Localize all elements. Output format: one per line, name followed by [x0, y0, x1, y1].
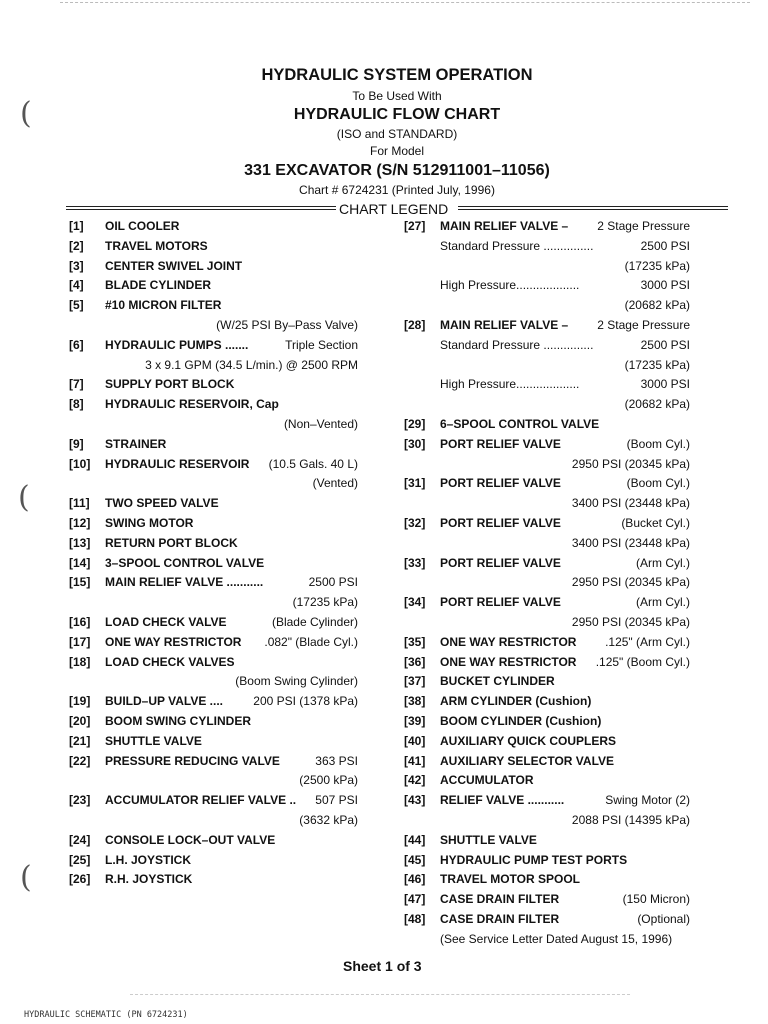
legend-item-name: 6–SPOOL CONTROL VALVE	[440, 416, 600, 431]
legend-item-number: [7]	[69, 377, 84, 392]
legend-item-spec: 2500 PSI	[308, 575, 358, 590]
legend-item-name: MAIN RELIEF VALVE –	[440, 317, 569, 332]
legend-item-spec: .125" (Arm Cyl.)	[605, 634, 690, 649]
legend-item-number: [27]	[404, 219, 426, 233]
legend-item-name: ACCUMULATOR RELIEF VALVE ..	[105, 793, 297, 808]
for-model-line: For Model	[369, 144, 425, 158]
legend-item-number: [1]	[69, 219, 84, 233]
legend-row	[69, 296, 358, 316]
legend-item-name: STRAINER	[105, 436, 167, 451]
legend-item-spec: 3400 PSI (23448 kPa)	[571, 496, 690, 511]
legend-row	[404, 732, 690, 752]
legend-item-number: [15]	[69, 575, 91, 590]
legend-right-column	[404, 217, 690, 949]
legend-item-name: #10 MICRON FILTER	[105, 298, 222, 313]
legend-row	[69, 771, 358, 791]
legend-row	[404, 573, 690, 593]
legend-item-name: PORT RELIEF VALVE	[440, 595, 561, 610]
legend-item-spec: (Bucket Cyl.)	[621, 515, 690, 530]
legend-row	[404, 534, 690, 554]
legend-item-name: PORT RELIEF VALVE	[440, 555, 561, 570]
legend-item-name: HYDRAULIC PUMPS .......	[105, 337, 249, 352]
sheet-number: Sheet 1 of 3	[343, 958, 422, 974]
binder-hole-mark: (	[20, 860, 32, 895]
legend-item-name: ACCUMULATOR	[440, 773, 534, 788]
legend-row	[69, 276, 358, 296]
legend-item-number: [3]	[69, 258, 84, 273]
legend-row	[404, 375, 690, 395]
legend-item-number: [19]	[69, 694, 91, 709]
legend-item-spec: .125" (Boom Cyl.)	[595, 654, 690, 669]
legend-item-detail: Standard Pressure ...............	[440, 337, 594, 352]
legend-item-number: [33]	[404, 555, 426, 570]
legend-row	[69, 435, 358, 455]
legend-row	[404, 296, 690, 316]
legend-item-name: PORT RELIEF VALVE	[440, 476, 561, 491]
legend-item-spec: (Arm Cyl.)	[636, 595, 690, 610]
legend-row	[69, 395, 358, 415]
legend-row	[404, 435, 690, 455]
legend-item-spec: 2500 PSI	[640, 238, 690, 253]
legend-item-name: BLADE CYLINDER	[105, 278, 212, 293]
legend-item-name: CASE DRAIN FILTER	[440, 911, 560, 926]
legend-item-spec: 3000 PSI	[640, 377, 690, 392]
legend-row	[404, 395, 690, 415]
legend-item-number: [23]	[69, 793, 91, 808]
legend-item-spec: (17235 kPa)	[624, 258, 690, 273]
legend-item-spec: (17235 kPa)	[292, 595, 358, 610]
legend-item-spec: 2 Stage Pressure	[597, 219, 690, 233]
flow-chart-title: HYDRAULIC FLOW CHART	[293, 106, 501, 123]
legend-row	[69, 237, 358, 257]
legend-item-spec: (20682 kPa)	[624, 397, 690, 412]
legend-item-spec: (10.5 Gals. 40 L)	[268, 456, 358, 471]
legend-row	[69, 752, 358, 772]
legend-item-number: [36]	[404, 654, 426, 669]
legend-row	[404, 653, 690, 673]
legend-item-name: SWING MOTOR	[105, 515, 194, 530]
legend-item-name: PORT RELIEF VALVE	[440, 515, 561, 530]
legend-item-number: [34]	[404, 595, 426, 610]
legend-item-number: [46]	[404, 872, 426, 887]
legend-item-number: [9]	[69, 436, 84, 451]
legend-item-name: HYDRAULIC RESERVOIR, Cap	[105, 397, 279, 412]
legend-item-number: [28]	[404, 317, 426, 332]
legend-item-name: BUILD–UP VALVE ....	[105, 694, 224, 709]
legend-item-name: BOOM CYLINDER (Cushion)	[440, 713, 602, 728]
legend-item-name: SUPPLY PORT BLOCK	[105, 377, 235, 392]
use-with-line: To Be Used With	[352, 89, 442, 103]
legend-item-number: [41]	[404, 753, 426, 768]
legend-item-spec: 3 x 9.1 GPM (34.5 L/min.) @ 2500 RPM	[145, 357, 358, 372]
legend-row	[404, 910, 690, 930]
legend-item-number: [40]	[404, 733, 426, 748]
legend-row	[69, 672, 358, 692]
legend-item-number: [35]	[404, 634, 426, 649]
legend-row	[69, 356, 358, 376]
legend-row	[404, 851, 690, 871]
scan-bottom-edge	[130, 994, 630, 995]
legend-row	[69, 554, 358, 574]
legend-item-number: [21]	[69, 733, 91, 748]
legend-item-detail: Standard Pressure ...............	[440, 238, 594, 253]
legend-item-number: [6]	[69, 337, 84, 352]
legend-row	[69, 336, 358, 356]
legend-row	[404, 415, 690, 435]
legend-item-spec: (Boom Cyl.)	[626, 436, 690, 451]
legend-row	[69, 474, 358, 494]
chart-legend-heading	[0, 201, 768, 217]
legend-row	[69, 316, 358, 336]
legend-item-detail: (See Service Letter Dated August 15, 1996)	[440, 931, 673, 946]
legend-row	[404, 514, 690, 534]
legend-item-number: [22]	[69, 753, 91, 768]
legend-item-name: RELIEF VALVE ...........	[440, 793, 565, 808]
legend-item-name: OIL COOLER	[105, 219, 180, 233]
legend-item-spec: 2088 PSI (14395 kPa)	[571, 812, 690, 827]
chart-number: Chart # 6724231 (Printed July, 1996)	[299, 183, 495, 197]
legend-item-number: [5]	[69, 298, 84, 313]
legend-item-spec: Triple Section	[285, 337, 358, 352]
legend-row	[404, 356, 690, 376]
legend-item-number: [31]	[404, 476, 426, 491]
legend-row	[404, 316, 690, 336]
legend-item-spec: (3632 kPa)	[299, 812, 358, 827]
legend-row	[69, 653, 358, 673]
page-caption: HYDRAULIC SCHEMATIC (PN 6724231)	[24, 1010, 188, 1020]
legend-row	[69, 593, 358, 613]
legend-item-detail: High Pressure...................	[440, 377, 580, 392]
legend-row	[69, 257, 358, 277]
legend-row	[404, 712, 690, 732]
legend-item-number: [29]	[404, 416, 426, 431]
legend-row	[69, 217, 358, 237]
legend-item-spec: 2500 PSI	[640, 337, 690, 352]
legend-row	[404, 336, 690, 356]
legend-item-name: TRAVEL MOTOR SPOOL	[440, 872, 581, 887]
legend-item-detail: High Pressure...................	[440, 278, 580, 293]
legend-item-number: [38]	[404, 694, 426, 709]
legend-item-name: HYDRAULIC PUMP TEST PORTS	[440, 852, 628, 867]
legend-item-number: [24]	[69, 832, 91, 847]
legend-item-spec: (W/25 PSI By–Pass Valve)	[216, 317, 358, 332]
legend-row	[404, 613, 690, 633]
legend-row	[69, 613, 358, 633]
legend-item-spec: (Blade Cylinder)	[271, 614, 358, 629]
legend-row	[69, 811, 358, 831]
legend-row	[404, 633, 690, 653]
legend-item-number: [2]	[69, 238, 84, 253]
legend-row	[404, 494, 690, 514]
legend-row	[69, 712, 358, 732]
legend-row	[404, 831, 690, 851]
legend-item-spec: (150 Micron)	[622, 892, 690, 907]
legend-row	[404, 455, 690, 475]
legend-item-number: [11]	[69, 496, 90, 511]
legend-item-number: [48]	[404, 911, 426, 926]
legend-item-name: TRAVEL MOTORS	[105, 238, 208, 253]
legend-row	[69, 494, 358, 514]
legend-item-name: R.H. JOYSTICK	[105, 872, 193, 887]
legend-row	[69, 732, 358, 752]
legend-item-spec: (Boom Cyl.)	[626, 476, 690, 491]
legend-item-name: CENTER SWIVEL JOINT	[105, 258, 243, 273]
legend-item-name: ONE WAY RESTRICTOR	[440, 634, 577, 649]
legend-item-spec: (Arm Cyl.)	[636, 555, 690, 570]
legend-item-name: ARM CYLINDER (Cushion)	[440, 694, 592, 709]
legend-item-number: [13]	[69, 535, 91, 550]
legend-row	[69, 534, 358, 554]
legend-row	[69, 514, 358, 534]
legend-item-spec: (Optional)	[637, 911, 690, 926]
legend-item-spec: 200 PSI (1378 kPa)	[253, 694, 358, 709]
legend-row	[404, 791, 690, 811]
legend-item-number: [17]	[69, 634, 91, 649]
legend-row	[404, 692, 690, 712]
legend-item-name: ONE WAY RESTRICTOR	[440, 654, 577, 669]
iso-standard-line: (ISO and STANDARD)	[336, 127, 458, 141]
legend-item-number: [8]	[69, 397, 84, 412]
legend-item-spec: (Boom Swing Cylinder)	[235, 674, 358, 689]
legend-item-spec: 3400 PSI (23448 kPa)	[571, 535, 690, 550]
legend-item-name: 3–SPOOL CONTROL VALVE	[105, 555, 265, 570]
legend-row	[404, 237, 690, 257]
legend-item-number: [4]	[69, 278, 84, 293]
legend-item-number: [18]	[69, 654, 91, 669]
legend-item-spec: .082" (Blade Cyl.)	[264, 634, 358, 649]
legend-row	[69, 851, 358, 871]
legend-item-number: [14]	[69, 555, 91, 570]
scan-top-edge	[60, 2, 750, 3]
legend-row	[404, 672, 690, 692]
legend-item-number: [32]	[404, 515, 426, 530]
legend-item-name: RETURN PORT BLOCK	[105, 535, 238, 550]
legend-item-number: [10]	[69, 456, 91, 471]
legend-item-number: [42]	[404, 773, 426, 788]
legend-item-spec: 363 PSI	[315, 753, 358, 768]
legend-item-spec: (2500 kPa)	[299, 773, 358, 788]
legend-row	[69, 455, 358, 475]
legend-row	[69, 791, 358, 811]
legend-item-name: CASE DRAIN FILTER	[440, 892, 560, 907]
legend-item-number: [43]	[404, 793, 426, 808]
legend-item-name: LOAD CHECK VALVE	[105, 614, 227, 629]
legend-rule-right	[458, 206, 728, 210]
legend-item-name: SHUTTLE VALVE	[440, 832, 537, 847]
legend-item-name: HYDRAULIC RESERVOIR	[105, 456, 250, 471]
legend-item-name: BOOM SWING CYLINDER	[105, 713, 251, 728]
legend-row	[69, 633, 358, 653]
legend-item-spec: (Non–Vented)	[283, 416, 358, 431]
legend-item-name: AUXILIARY QUICK COUPLERS	[440, 733, 617, 748]
legend-row	[404, 474, 690, 494]
legend-left-column	[69, 217, 358, 890]
legend-item-spec: 507 PSI	[315, 793, 358, 808]
legend-row	[69, 415, 358, 435]
legend-item-number: [44]	[404, 832, 426, 847]
legend-item-number: [39]	[404, 713, 426, 728]
legend-item-number: [12]	[69, 515, 91, 530]
legend-row	[404, 593, 690, 613]
legend-row	[404, 752, 690, 772]
legend-row	[69, 692, 358, 712]
document-title: HYDRAULIC SYSTEM OPERATION	[261, 66, 533, 84]
legend-row	[404, 257, 690, 277]
binder-hole-mark: (	[18, 480, 30, 515]
legend-item-name: CONSOLE LOCK–OUT VALVE	[105, 832, 276, 847]
legend-row	[404, 890, 690, 910]
legend-item-spec: (Vented)	[312, 476, 358, 491]
legend-item-spec: 3000 PSI	[640, 278, 690, 293]
legend-item-spec: 2950 PSI (20345 kPa)	[571, 614, 690, 629]
legend-item-name: PORT RELIEF VALVE	[440, 436, 561, 451]
legend-item-spec: 2950 PSI (20345 kPa)	[571, 575, 690, 590]
legend-item-number: [26]	[69, 872, 91, 887]
legend-item-number: [25]	[69, 852, 91, 867]
legend-item-spec: Swing Motor (2)	[605, 793, 690, 808]
legend-item-name: BUCKET CYLINDER	[440, 674, 555, 689]
legend-item-number: [20]	[69, 713, 91, 728]
legend-row	[69, 831, 358, 851]
legend-item-number: [37]	[404, 674, 426, 689]
legend-item-name: L.H. JOYSTICK	[105, 852, 192, 867]
legend-item-spec: 2950 PSI (20345 kPa)	[571, 456, 690, 471]
legend-item-number: [30]	[404, 436, 426, 451]
legend-rule-left	[66, 206, 336, 210]
legend-item-name: LOAD CHECK VALVES	[105, 654, 235, 669]
legend-item-name: PRESSURE REDUCING VALVE	[105, 753, 280, 768]
legend-row	[404, 930, 690, 950]
model-title: 331 EXCAVATOR (S/N 512911001–11056)	[244, 162, 550, 179]
legend-row	[404, 217, 690, 237]
legend-item-name: MAIN RELIEF VALVE –	[440, 219, 569, 233]
legend-row	[404, 276, 690, 296]
legend-item-name: ONE WAY RESTRICTOR	[105, 634, 242, 649]
legend-row	[404, 870, 690, 890]
legend-row	[404, 554, 690, 574]
legend-row	[404, 771, 690, 791]
legend-item-spec: (17235 kPa)	[624, 357, 690, 372]
legend-item-spec: 2 Stage Pressure	[597, 317, 690, 332]
legend-item-name: AUXILIARY SELECTOR VALVE	[440, 753, 615, 768]
legend-item-number: [47]	[404, 892, 426, 907]
legend-item-number: [45]	[404, 852, 426, 867]
legend-row	[69, 870, 358, 890]
legend-row	[69, 375, 358, 395]
legend-item-name: SHUTTLE VALVE	[105, 733, 202, 748]
legend-row	[404, 811, 690, 831]
legend-title: CHART LEGEND	[339, 201, 449, 217]
legend-item-spec: (20682 kPa)	[624, 298, 690, 313]
legend-row	[69, 573, 358, 593]
binder-hole-mark: (	[20, 96, 32, 131]
legend-item-number: [16]	[69, 614, 91, 629]
legend-item-name: MAIN RELIEF VALVE ...........	[105, 575, 264, 590]
legend-item-name: TWO SPEED VALVE	[105, 496, 219, 511]
